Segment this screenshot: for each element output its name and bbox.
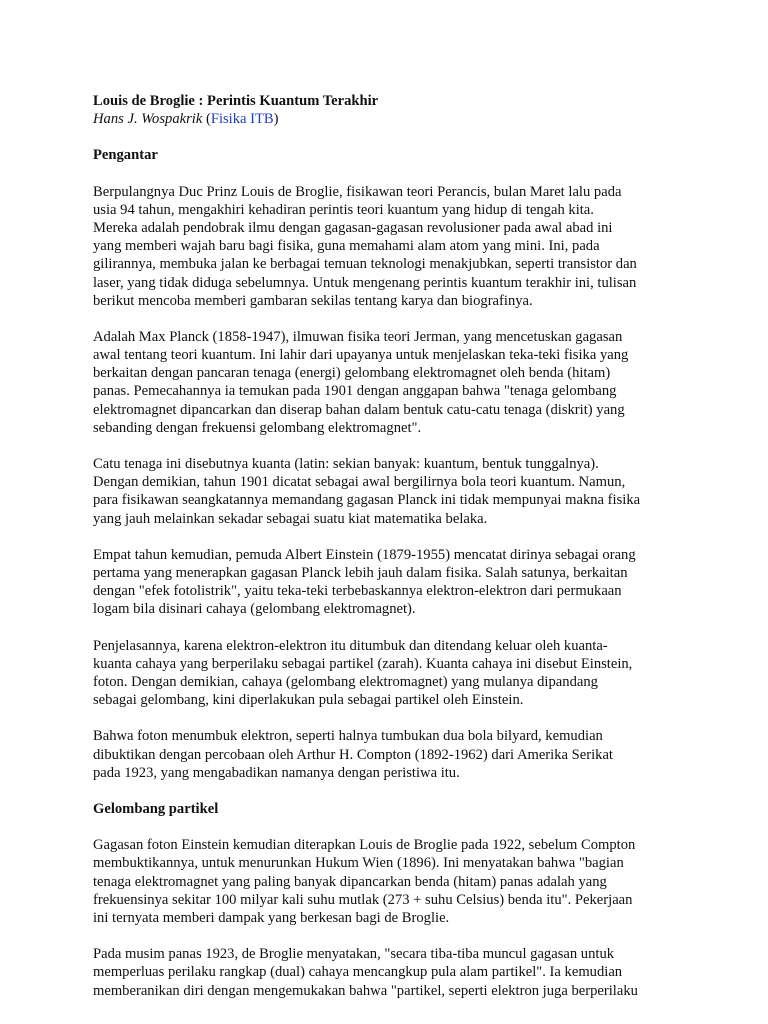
- byline-open-paren: (: [202, 111, 211, 128]
- paragraph-1: [93, 183, 683, 310]
- paragraph-line: memperluas perilaku rangkap (dual) cahaya mencangkup pula alam partikel". Ia kemudian: [93, 964, 623, 981]
- paragraph-line: tenaga elektromagnet yang paling banyak dipancarkan benda (hitam) panas adalah yang: [93, 873, 607, 890]
- paragraph-line: panas. Pemecahannya ia temukan pada 1901 dengan anggapan bahwa "tenaga gelombang: [93, 383, 617, 400]
- document-page: [93, 92, 683, 1000]
- paragraph-2: [93, 328, 683, 437]
- byline-close-paren: ): [273, 111, 279, 128]
- paragraph-line: yang memberi wajah baru bagi fisika, guna memahami alam atom yang mini. Ini, pada: [93, 238, 600, 255]
- paragraph-5: [93, 637, 683, 710]
- paragraph-line: Bahwa foton menumbuk elektron, seperti halnya tumbukan dua bola bilyard, kemudian: [93, 728, 603, 745]
- paragraph-line: pertama yang menerapkan gagasan Planck lebih jauh dalam fisika. Salah satunya, berkaitan: [93, 564, 628, 581]
- paragraph-line: yang jauh melainkan sekadar sebagai suatu kiat matematika belaka.: [93, 510, 488, 527]
- section-heading-pengantar: Pengantar: [93, 147, 158, 164]
- paragraph-line: Catu tenaga ini disebutnya kuanta (latin: sekian banyak: kuantum, bentuk tunggalnya).: [93, 456, 599, 473]
- paragraph-7: [93, 836, 683, 927]
- paragraph-line: elektromagnet dipancarkan dan diserap bahan dalam bentuk catu-catu tenaga (diskrit) yang: [93, 401, 625, 418]
- paragraph-line: gilirannya, membuka jalan ke berbagai temuan teknologi menakjubkan, seperti transistor dan: [93, 256, 637, 273]
- paragraph-line: kuanta cahaya yang berperilaku sebagai partikel (zarah). Kuanta cahaya ini disebut Einstein,: [93, 655, 633, 672]
- paragraph-line: ini ternyata memberi dampak yang berkesan bagi de Broglie.: [93, 909, 450, 926]
- paragraph-line: membuktikannya, untuk menurunkan Hukum Wien (1896). Ini menyatakan bahwa "bagian: [93, 855, 624, 872]
- paragraph-line: Adalah Max Planck (1858-1947), ilmuwan fisika teori Jerman, yang mencetuskan gagasan: [93, 328, 623, 345]
- paragraph-line: Pada musim panas 1923, de Broglie menyatakan, "secara tiba-tiba muncul gagasan untuk: [93, 946, 615, 963]
- paragraph-3: [93, 455, 683, 528]
- affiliation-link[interactable]: Fisika ITB: [210, 111, 274, 128]
- paragraph-line: usia 94 tahun, mengakhiri kehadiran perintis teori kuantum yang hidup di tengah kita.: [93, 201, 594, 218]
- byline: [93, 110, 683, 128]
- paragraph-line: memberanikan diri dengan mengemukakan bahwa "partikel, seperti elektron juga berperilaku: [93, 982, 638, 999]
- section-heading-gelombang-partikel: Gelombang partikel: [93, 800, 219, 817]
- paragraph-6: [93, 727, 683, 781]
- paragraph-line: foton. Dengan demikian, cahaya (gelombang elektromagnet) yang mulanya dipandang: [93, 673, 598, 690]
- paragraph-line: berkaitan dengan pancaran tenaga (energi) gelombang elektromagnet oleh benda (hitam): [93, 365, 611, 382]
- paragraph-line: dengan "efek fotolistrik", yaitu teka-teki terbebaskannya elektron-elektron dari permukaan: [93, 583, 622, 600]
- paragraph-line: sebanding dengan frekuensi gelombang elektromagnet".: [93, 419, 422, 436]
- paragraph-4: [93, 546, 683, 619]
- paragraph-line: sebagai gelombang, kini diperlakukan pula sebagai partikel oleh Einstein.: [93, 692, 524, 709]
- paragraph-line: Dengan demikian, tahun 1901 dicatat sebagai awal bergilirnya bola teori kuantum. Namun,: [93, 474, 626, 491]
- paragraph-line: pada 1923, yang mengabadikan namanya dengan peristiwa itu.: [93, 764, 460, 781]
- paragraph-line: Berpulangnya Duc Prinz Louis de Broglie, fisikawan teori Perancis, bulan Maret lalu pada: [93, 183, 622, 200]
- paragraph-line: logam bila disinari cahaya (gelombang elektromagnet).: [93, 601, 416, 618]
- paragraph-line: Empat tahun kemudian, pemuda Albert Einstein (1879-1955) mencatat dirinya sebagai orang: [93, 546, 636, 563]
- paragraph-line: awal tentang teori kuantum. Ini lahir dari upayanya untuk menjelaskan teka-teki fisika yang: [93, 347, 629, 364]
- paragraph-line: para fisikawan seangkatannya memandang gagasan Planck ini tidak mempunyai makna fisika: [93, 492, 641, 509]
- paragraph-line: dibuktikan dengan percobaan oleh Arthur H. Compton (1892-1962) dari Amerika Serikat: [93, 746, 613, 763]
- paragraph-line: berikut mencoba memberi gambaran sekilas tentang karya dan biografinya.: [93, 292, 533, 309]
- paragraph-line: laser, yang tidak diduga sebelumnya. Untuk mengenang perintis kuantum terakhir ini, tulisan: [93, 274, 637, 291]
- paragraph-line: Mereka adalah pendobrak ilmu dengan gagasan-gagasan revolusioner pada awal abad ini: [93, 220, 613, 237]
- paragraph-line: Gagasan foton Einstein kemudian diterapkan Louis de Broglie pada 1922, sebelum Compton: [93, 837, 636, 854]
- article-title: Louis de Broglie : Perintis Kuantum Terakhir: [93, 93, 379, 109]
- paragraph-line: frekuensinya sekitar 100 milyar kali suhu mutlak (273 + suhu Celsius) benda itu". Pekerjaan: [93, 891, 633, 908]
- paragraph-8: [93, 945, 683, 999]
- paragraph-line: Penjelasannya, karena elektron-elektron itu ditumbuk dan ditendang keluar oleh kuanta-: [93, 637, 608, 654]
- author-name: Hans J. Wospakrik: [93, 111, 203, 128]
